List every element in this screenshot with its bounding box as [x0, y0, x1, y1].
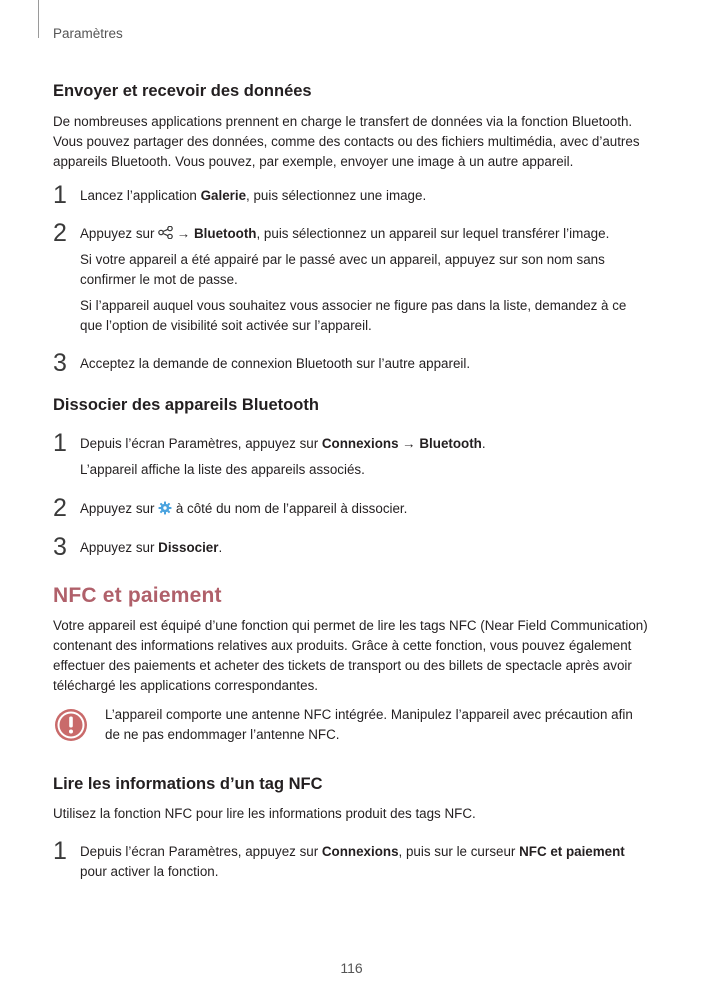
intro-send-receive: De nombreuses applications prennent en charge le transfert de données via la fonction Bluetooth. Vous pouvez partager des données, comme des contacts ou des fichiers multimédia, avec d’autres appareils Bluetooth. Vous pouvez, par exemple, envoyer une image à un autre appareil.	[53, 114, 640, 169]
step-number: 2	[53, 219, 67, 247]
step-text: Depuis l’écran Paramètres, appuyez sur Connexions → Bluetooth.	[80, 436, 486, 451]
caution-icon	[53, 707, 89, 743]
step-send-1	[53, 181, 649, 209]
step-subtext: Si votre appareil a été appairé par le passé avec un appareil, appuyez sur son nom sans confirmer le mot de passe.	[80, 252, 605, 287]
intro-nfc: Votre appareil est équipé d’une fonction qui permet de lire les tags NFC (Near Field Communication) contenant des informations relatives aux produits. Grâce à cette fonction, vous pouvez également effectuer des paiements et acheter des tickets de transport ou des billets de spectacle après avoir téléchargé les applications correspondantes.	[53, 618, 648, 693]
heading-unpair: Dissocier des appareils Bluetooth	[53, 396, 319, 414]
step-number: 2	[53, 494, 67, 522]
step-subtext: Si l’appareil auquel vous souhaitez vous associer ne figure pas dans la liste, demandez à ce que l’option de visibilité soit activée sur l’appareil.	[80, 298, 627, 333]
step-text: Lancez l’application Galerie, puis sélectionnez une image.	[80, 188, 427, 203]
step-text: Appuyez sur Dissocier.	[80, 540, 223, 555]
step-number: 1	[53, 837, 67, 865]
step-send-2	[53, 219, 649, 336]
page-edge-line	[38, 0, 39, 38]
page-number: 116	[340, 960, 363, 976]
step-number: 1	[53, 181, 67, 209]
step-subtext: L’appareil affiche la liste des appareils associés.	[80, 462, 365, 477]
heading-send-receive: Envoyer et recevoir des données	[53, 82, 312, 100]
step-text: Appuyez sur → Bluetooth, puis sélectionnez un appareil sur lequel transférer l’image.	[80, 226, 610, 241]
heading-nfc: NFC et paiement	[53, 584, 222, 607]
step-text: Acceptez la demande de connexion Bluetooth sur l’autre appareil.	[80, 356, 471, 371]
step-unpair-1	[53, 429, 649, 480]
heading-read-tag: Lire les informations d’un tag NFC	[53, 775, 323, 793]
step-unpair-2	[53, 494, 649, 522]
gear-icon	[158, 501, 172, 515]
step-send-3	[53, 349, 649, 377]
running-header: Paramètres	[53, 26, 123, 41]
step-unpair-3	[53, 533, 649, 561]
step-read-1	[53, 837, 649, 882]
step-number: 3	[53, 533, 67, 561]
caution-note	[53, 705, 649, 745]
step-text: Appuyez sur à côté du nom de l’appareil à dissocier.	[80, 501, 408, 516]
page-content	[53, 82, 649, 882]
step-number: 1	[53, 429, 67, 457]
caution-text: L’appareil comporte une antenne NFC intégrée. Manipulez l’appareil avec précaution afin de ne pas endommager l’antenne NFC.	[105, 707, 633, 742]
intro-read-tag: Utilisez la fonction NFC pour lire les informations produit des tags NFC.	[53, 806, 476, 821]
step-number: 3	[53, 349, 67, 377]
step-text: Depuis l’écran Paramètres, appuyez sur Connexions, puis sur le curseur NFC et paiement pour activer la fonction.	[80, 844, 625, 879]
share-icon	[158, 226, 173, 239]
